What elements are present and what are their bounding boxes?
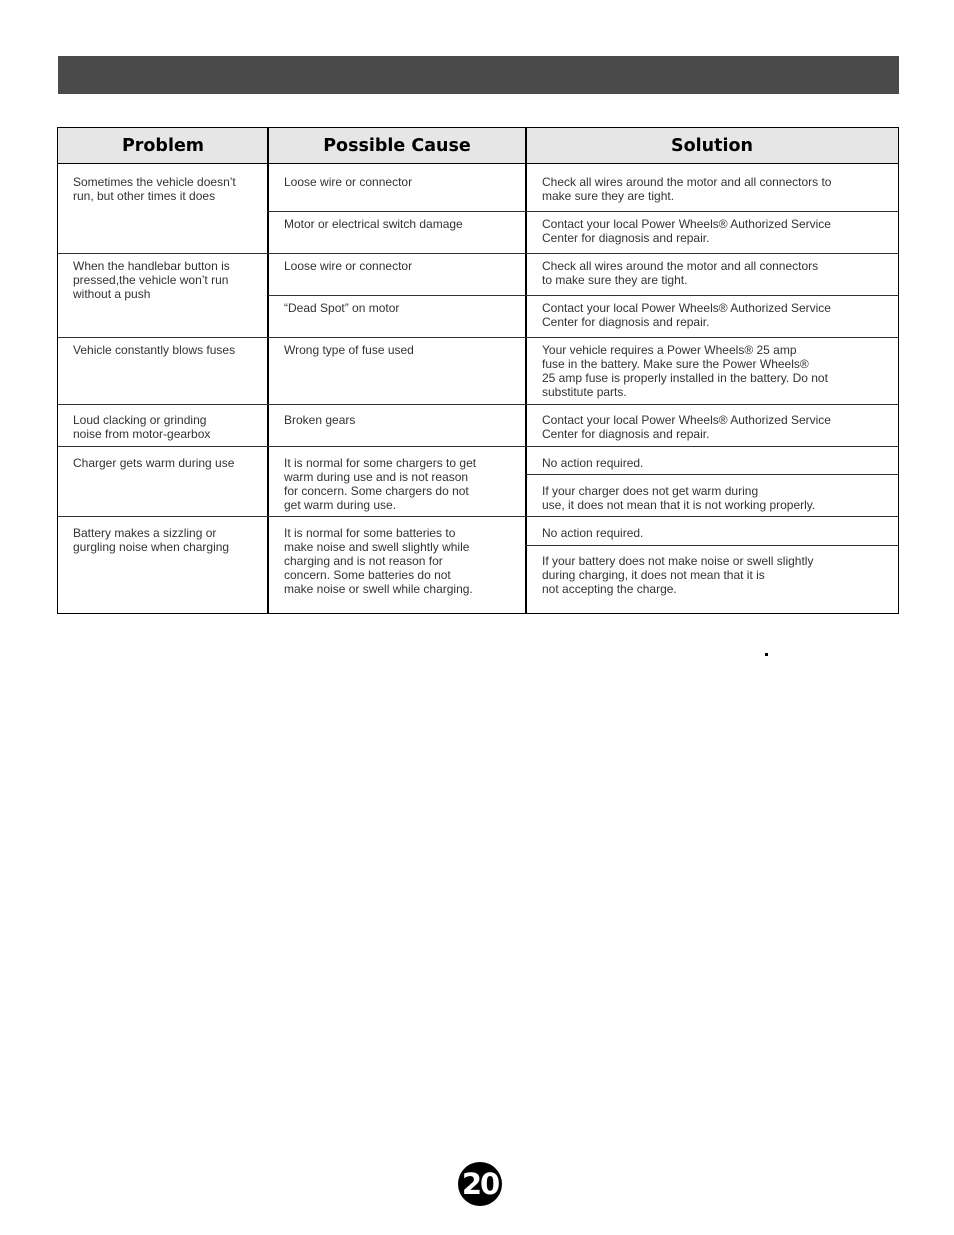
- row-divider: [58, 337, 898, 338]
- solution-cell: Your vehicle requires a Power Wheels® 25 amp fuse in the battery. Make sure the Power Wheels® 25 amp fuse is properly installed in the battery. Do not substitute parts.: [542, 343, 828, 399]
- row-divider: [58, 446, 898, 447]
- solution-cell: If your battery does not make noise or swell slightly during charging, it does not mean that it is not accepting the charge.: [542, 554, 814, 596]
- header-problem-label: Problem: [121, 135, 205, 156]
- column-divider: [267, 128, 269, 613]
- solution-cell: Contact your local Power Wheels® Authorized Service Center for diagnosis and repair.: [542, 413, 831, 441]
- cause-cell: It is normal for some batteries to make noise and swell slightly while charging and is not reason for concern. Some batteries do not make noise or swell while charging.: [284, 526, 473, 596]
- sub-row-divider: [526, 545, 898, 546]
- header-cause-label: Possible Cause: [323, 135, 471, 156]
- header-problem: [58, 128, 268, 164]
- solution-cell: No action required.: [542, 456, 644, 470]
- cause-cell: Loose wire or connector: [284, 175, 413, 189]
- sub-row-divider: [268, 211, 898, 212]
- page-number: [458, 1162, 502, 1206]
- row-divider: [58, 253, 898, 254]
- sub-row-divider: [526, 474, 898, 475]
- cause-cell: Broken gears: [284, 413, 356, 427]
- stray-dot: [765, 653, 768, 656]
- solution-cell: Contact your local Power Wheels® Authorized Service Center for diagnosis and repair.: [542, 301, 831, 329]
- header-cause: [268, 128, 526, 164]
- cause-cell: Loose wire or connector: [284, 259, 413, 273]
- solution-cell: Contact your local Power Wheels® Authorized Service Center for diagnosis and repair.: [542, 217, 831, 245]
- problem-cell: Vehicle constantly blows fuses: [73, 343, 236, 357]
- solution-cell: If your charger does not get warm during use, it does not mean that it is not working properly.: [542, 484, 816, 512]
- row-divider: [58, 404, 898, 405]
- cause-cell: Wrong type of fuse used: [284, 343, 414, 357]
- section-header-bar: [58, 56, 899, 94]
- column-divider: [525, 128, 527, 613]
- problem-cell: Charger gets warm during use: [73, 456, 235, 470]
- cause-cell: “Dead Spot” on motor: [284, 301, 400, 315]
- troubleshooting-table: [57, 127, 899, 614]
- header-solution: [526, 128, 898, 164]
- sub-row-divider: [268, 295, 898, 296]
- problem-cell: When the handlebar button is pressed,the vehicle won’t run without a push: [73, 259, 230, 301]
- solution-cell: Check all wires around the motor and all connectors to make sure they are tight.: [542, 175, 832, 203]
- cause-cell: It is normal for some chargers to get warm during use and is not reason for concern. Some chargers do not get warm during use.: [284, 456, 477, 512]
- solution-cell: Check all wires around the motor and all connectors to make sure they are tight.: [542, 259, 819, 287]
- header-solution-label: Solution: [671, 135, 753, 156]
- cause-cell: Motor or electrical switch damage: [284, 217, 463, 231]
- problem-cell: Loud clacking or grinding noise from motor-gearbox: [73, 413, 211, 441]
- problem-cell: Battery makes a sizzling or gurgling noise when charging: [73, 526, 230, 554]
- solution-cell: No action required.: [542, 526, 644, 540]
- problem-cell: Sometimes the vehicle doesn’t run, but other times it does: [73, 175, 236, 203]
- page-number-label: 20: [461, 1167, 499, 1201]
- row-divider: [58, 516, 898, 517]
